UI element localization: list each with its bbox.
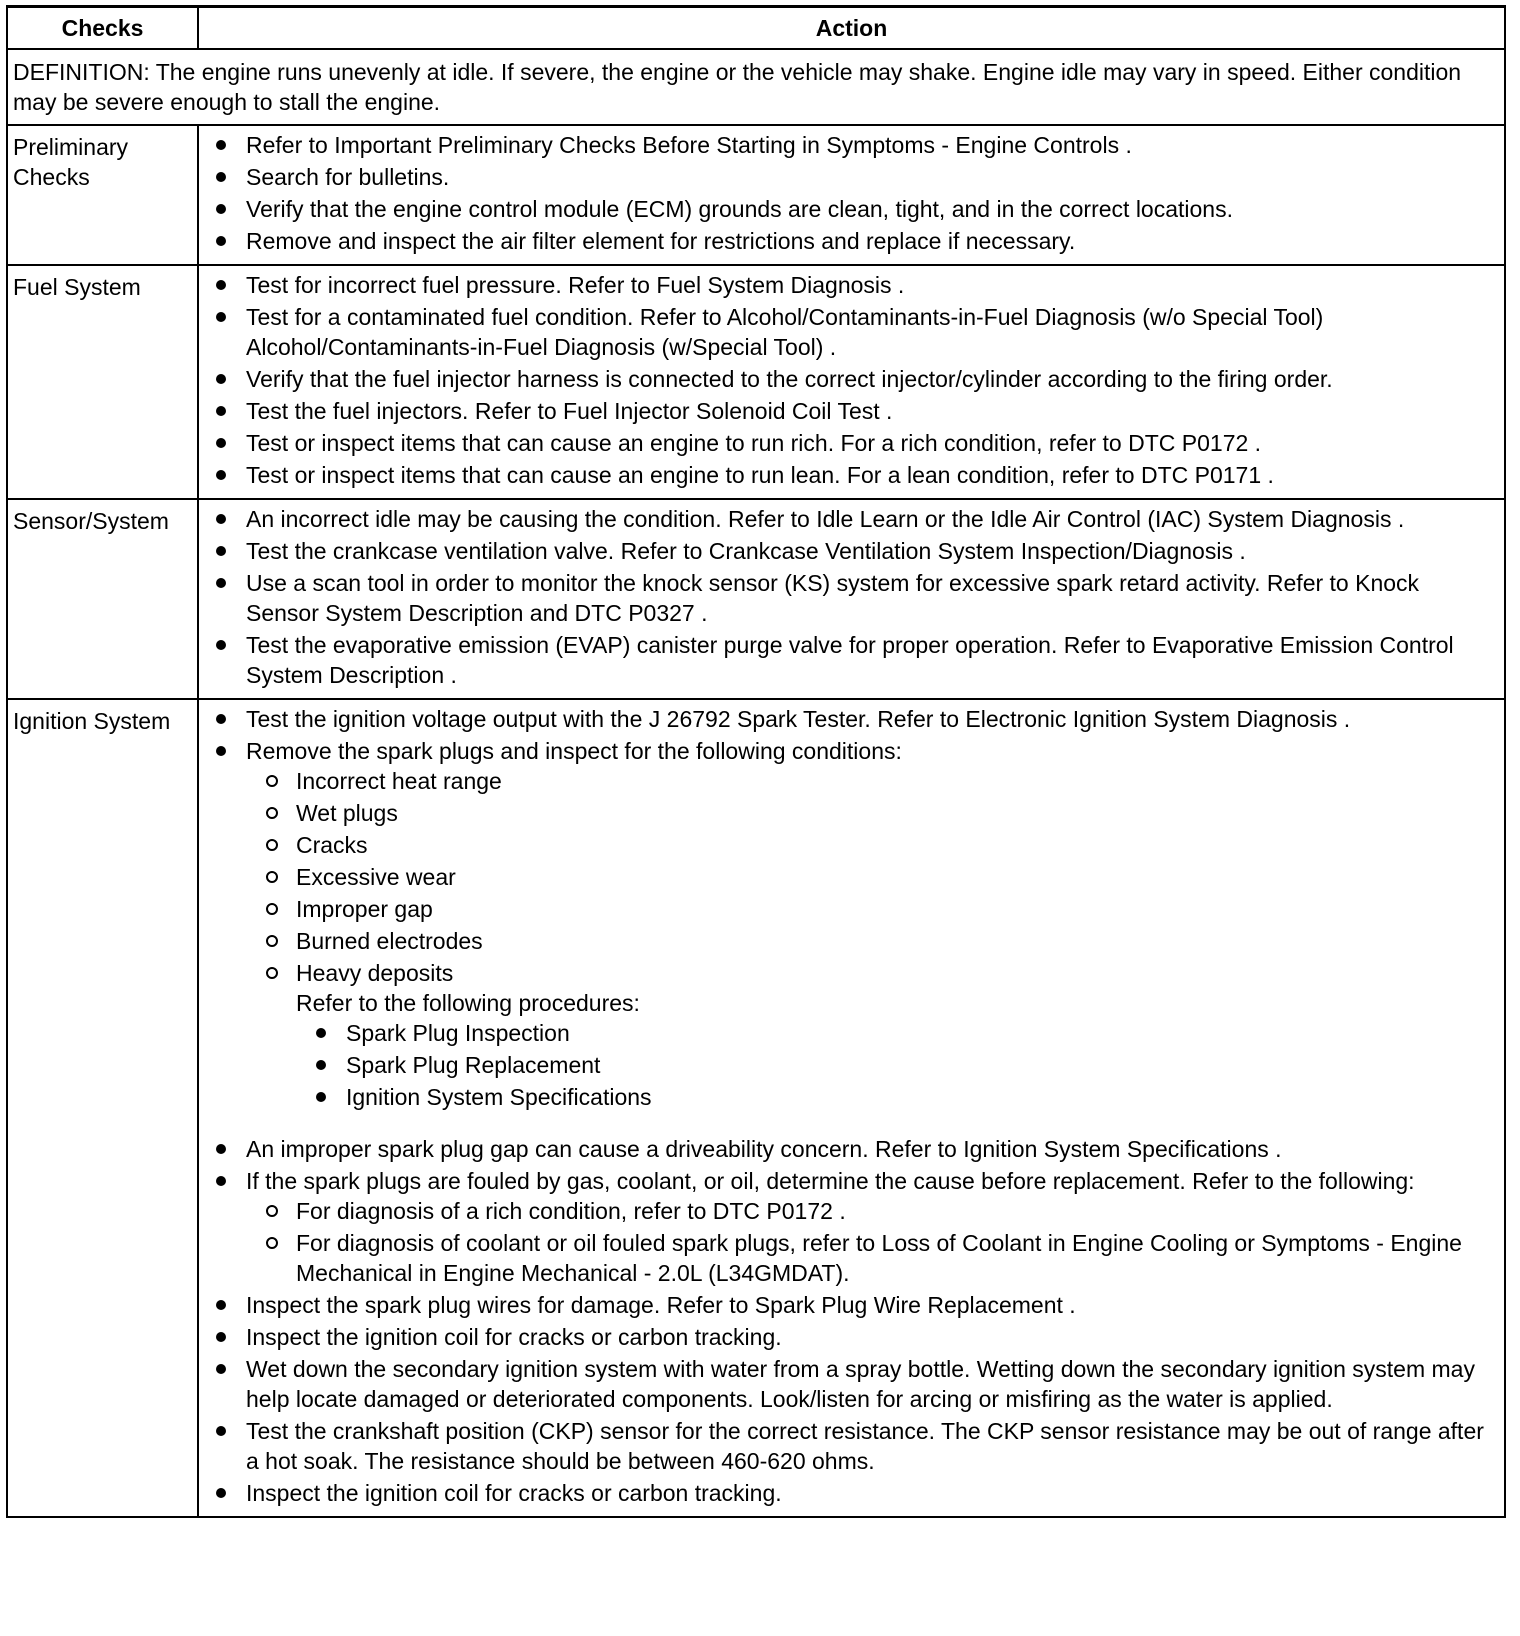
procedures-list [296,1018,1498,1112]
fuel-actions [198,265,1505,499]
definition-row [7,49,1505,125]
fouled-list [246,1196,1498,1288]
list-item: Test or inspect items that can cause an engine to run rich. For a rich condition, refer to DTC P0172 . [246,428,1498,458]
list-item: Verify that the fuel injector harness is connected to the correct injector/cylinder according to the firing order. [246,364,1498,394]
list-item: Remove and inspect the air filter element for restrictions and replace if necessary. [246,226,1498,256]
list-item: Burned electrodes [296,926,1498,956]
list-item: Test the crankshaft position (CKP) sensor for the correct resistance. The CKP sensor resistance may be out of range after a hot soak. The resistance should be between 460-620 ohms. [246,1416,1498,1476]
list-item-text: Heavy deposits [296,960,454,986]
list-item: Inspect the spark plug wires for damage. Refer to Spark Plug Wire Replacement . [246,1290,1498,1320]
list-item: Inspect the ignition coil for cracks or carbon tracking. [246,1322,1498,1352]
list-item: Spark Plug Replacement [346,1050,1498,1080]
diagnostic-table [6,5,1506,1518]
sensor-label: Sensor/System [7,499,198,699]
list-item: Ignition System Specifications [346,1082,1498,1112]
list-item-fouled [246,1166,1498,1288]
list-item: Spark Plug Inspection [346,1018,1498,1048]
fuel-list [199,270,1498,490]
list-item: For diagnosis of coolant or oil fouled spark plugs, refer to Loss of Coolant in Engine Cooling or Symptoms - Engine Mechanical in Engine Mechanical - 2.0L (L34GMDAT). [296,1228,1498,1288]
checks-header: Checks [7,7,198,50]
list-item: An incorrect idle may be causing the condition. Refer to Idle Learn or the Idle Air Control (IAC) System Diagnosis . [246,504,1498,534]
list-item-text: Remove the spark plugs and inspect for the following conditions: [246,738,902,764]
preliminary-row [7,125,1505,265]
list-item: Cracks [296,830,1498,860]
conditions-list [246,766,1498,1112]
list-item: Test for incorrect fuel pressure. Refer to Fuel System Diagnosis . [246,270,1498,300]
list-item: For diagnosis of a rich condition, refer to DTC P0172 . [296,1196,1498,1226]
ignition-row [7,699,1505,1517]
list-item: Test the fuel injectors. Refer to Fuel Injector Solenoid Coil Test . [246,396,1498,426]
header-row [7,7,1505,50]
list-item: Refer to Important Preliminary Checks Before Starting in Symptoms - Engine Controls . [246,130,1498,160]
fuel-row [7,265,1505,499]
preliminary-label: Preliminary Checks [7,125,198,265]
list-item: Wet down the secondary ignition system with water from a spray bottle. Wetting down the secondary ignition system may help locate damaged or deteriorated components. Look/listen for arcing or misfiring as the water is applied. [246,1354,1498,1414]
list-item: Test the evaporative emission (EVAP) canister purge valve for proper operation. Refer to Evaporative Emission Control System Description . [246,630,1498,690]
list-item: Verify that the engine control module (ECM) grounds are clean, tight, and in the correct locations. [246,194,1498,224]
list-item-spark-plugs [246,736,1498,1112]
list-item-heavy-deposits [296,958,1498,1112]
definition-text: DEFINITION: The engine runs unevenly at idle. If severe, the engine or the vehicle may shake. Engine idle may vary in speed. Either condition may be severe enough to stall the engine. [7,49,1505,125]
fuel-label: Fuel System [7,265,198,499]
ignition-label: Ignition System [7,699,198,1517]
preliminary-list [199,130,1498,256]
list-item: An improper spark plug gap can cause a driveability concern. Refer to Ignition System Specifications . [246,1134,1498,1164]
sensor-actions [198,499,1505,699]
list-item: Wet plugs [296,798,1498,828]
ignition-list [199,704,1498,1508]
list-item: Test the ignition voltage output with the J 26792 Spark Tester. Refer to Electronic Ignition System Diagnosis . [246,704,1498,734]
list-item: Test or inspect items that can cause an engine to run lean. For a lean condition, refer to DTC P0171 . [246,460,1498,490]
list-item: Test the crankcase ventilation valve. Refer to Crankcase Ventilation System Inspection/Diagnosis . [246,536,1498,566]
list-item: Incorrect heat range [296,766,1498,796]
list-item: Use a scan tool in order to monitor the knock sensor (KS) system for excessive spark retard activity. Refer to Knock Sensor System Description and DTC P0327 . [246,568,1498,628]
list-item: Search for bulletins. [246,162,1498,192]
ignition-actions [198,699,1505,1517]
action-header: Action [198,7,1505,50]
list-item: Excessive wear [296,862,1498,892]
list-item: Test for a contaminated fuel condition. Refer to Alcohol/Contaminants-in-Fuel Diagnosis (w/o Special Tool) Alcohol/Contaminants-in-Fuel Diagnosis (w/Special Tool) . [246,302,1498,362]
list-item: Improper gap [296,894,1498,924]
sensor-row [7,499,1505,699]
list-item: Inspect the ignition coil for cracks or carbon tracking. [246,1478,1498,1508]
preliminary-actions [198,125,1505,265]
refer-note: Refer to the following procedures: [296,990,640,1016]
list-item-text: If the spark plugs are fouled by gas, coolant, or oil, determine the cause before replacement. Refer to the following: [246,1168,1415,1194]
sensor-list [199,504,1498,690]
